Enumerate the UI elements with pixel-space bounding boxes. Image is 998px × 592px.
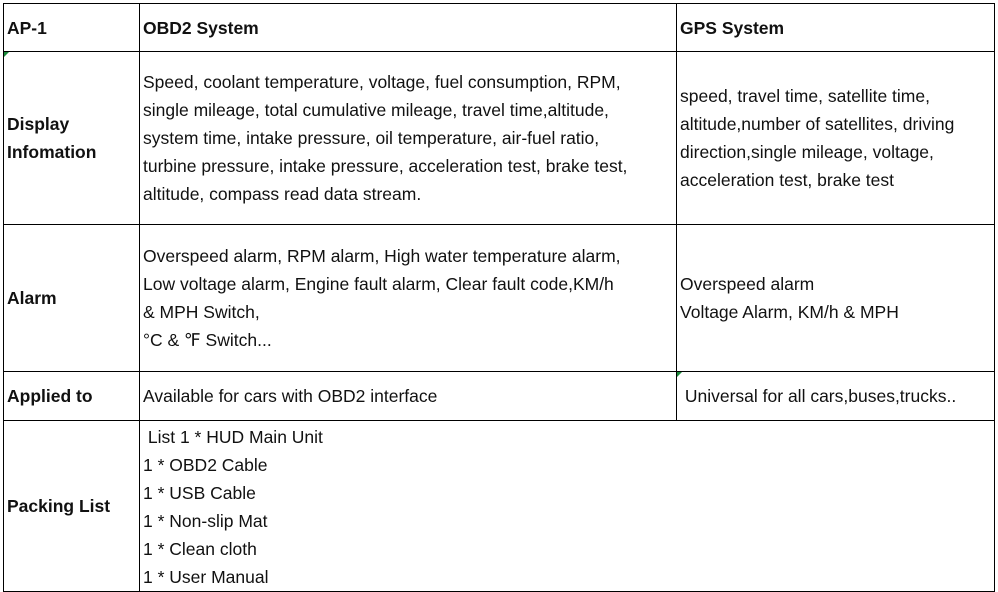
text-line: & MPH Switch, <box>143 302 260 322</box>
packing-item: List 1 * HUD Main Unit <box>143 427 323 447</box>
text-line: Speed, coolant temperature, voltage, fuel consumption, RPM, <box>143 72 621 92</box>
packing-item: 1 * OBD2 Cable <box>143 455 268 475</box>
alarm-obd2 <box>140 225 677 372</box>
packing-item: 1 * Clean cloth <box>143 539 257 559</box>
display-info-label <box>4 52 140 225</box>
display-label-line: Infomation <box>7 142 97 162</box>
obd2-title-cell: OBD2 System <box>140 4 677 52</box>
text-line: speed, travel time, satellite time, <box>680 86 930 106</box>
applied-to-gps: Universal for all cars,buses,trucks.. <box>677 372 995 421</box>
gps-title-cell: GPS System <box>677 4 995 52</box>
display-label-line: Display <box>7 114 70 134</box>
cell-marker-icon <box>677 372 682 377</box>
text-line: Overspeed alarm <box>680 274 815 294</box>
model-cell: AP-1 <box>4 4 140 52</box>
text-line: system time, intake pressure, oil temperature, air-fuel ratio, <box>143 128 600 148</box>
display-info-gps <box>677 52 995 225</box>
text-line: turbine pressure, intake pressure, acceleration test, brake test, <box>143 156 628 176</box>
text-line: altitude,number of satellites, driving <box>680 114 955 134</box>
text-line: single mileage, total cumulative mileage, travel time,altitude, <box>143 100 609 120</box>
packing-item: 1 * USB Cable <box>143 483 256 503</box>
display-info-row <box>4 52 995 225</box>
text-line: direction,single mileage, voltage, <box>680 142 934 162</box>
packing-list-row <box>4 421 995 592</box>
alarm-row <box>4 225 995 372</box>
text-line: Low voltage alarm, Engine fault alarm, Clear fault code,KM/h <box>143 274 614 294</box>
packing-list-label: Packing List <box>4 421 140 592</box>
cell-marker-icon <box>4 52 9 57</box>
header-row <box>4 4 995 52</box>
text-line: Overspeed alarm, RPM alarm, High water temperature alarm, <box>143 246 621 266</box>
packing-item: 1 * Non-slip Mat <box>143 511 268 531</box>
text-line: acceleration test, brake test <box>680 170 894 190</box>
text-line: altitude, compass read data stream. <box>143 184 422 204</box>
alarm-label: Alarm <box>4 225 140 372</box>
text-line: °C & ℉ Switch... <box>143 330 272 350</box>
packing-item: 1 * User Manual <box>143 567 269 587</box>
spec-table <box>3 3 995 592</box>
display-info-obd2 <box>140 52 677 225</box>
alarm-gps <box>677 225 995 372</box>
applied-to-label: Applied to <box>4 372 140 421</box>
applied-to-obd2: Available for cars with OBD2 interface <box>140 372 677 421</box>
packing-list-items <box>140 421 995 592</box>
applied-to-row <box>4 372 995 421</box>
text-line: Voltage Alarm, KM/h & MPH <box>680 302 899 322</box>
